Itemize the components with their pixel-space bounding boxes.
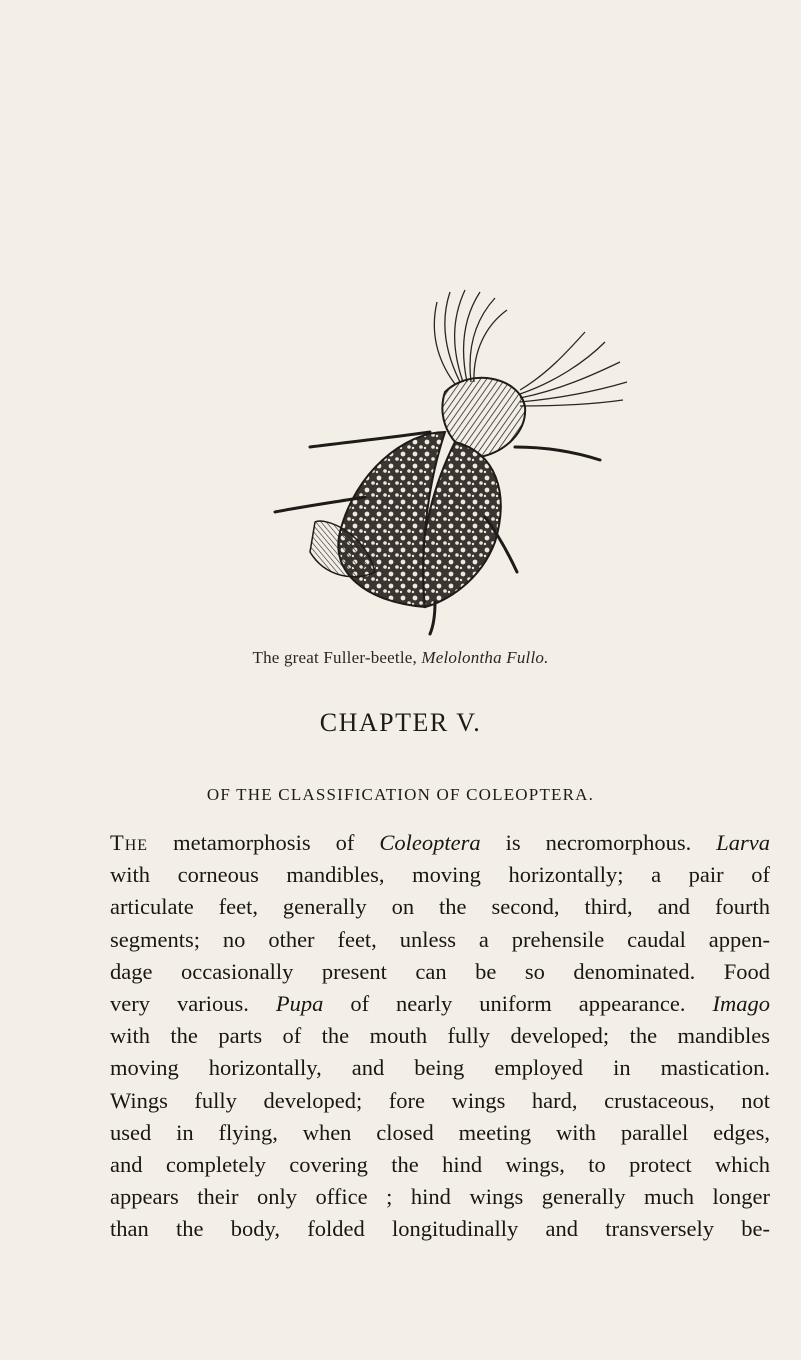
body-line-3: articulate feet, generally on the second, third, and fourth	[110, 894, 770, 920]
body-line-7: with the parts of the mouth fully developed; the mandibles	[110, 1023, 770, 1049]
body-line-5: dage occasionally present can be so denominated. Food	[110, 958, 770, 984]
body-line-1	[110, 827, 770, 859]
section-title: OF THE CLASSIFICATION OF COLEOPTERA.	[206, 785, 595, 804]
antenna-fan-right	[520, 332, 627, 406]
italic-term: Pupa	[275, 991, 324, 1017]
text-run: is necromorphous.	[480, 830, 717, 855]
caption-species: Melolontha Fullo.	[421, 648, 549, 667]
body-line-11: and completely covering the hind wings, to protect which	[110, 1152, 770, 1178]
text-run: very various.	[110, 991, 276, 1017]
italic-term: Larva	[716, 830, 770, 855]
beetle-illustration	[255, 282, 635, 637]
body-paragraph	[110, 827, 770, 1246]
text-run: metamorphosis of	[148, 830, 380, 855]
text-run: of nearly uniform appearance.	[323, 991, 713, 1017]
beetle-engraving	[255, 282, 635, 637]
italic-term: Imago	[712, 991, 770, 1017]
body-line-13: than the body, folded longitudinally and transversely be-	[110, 1216, 770, 1242]
caption-prefix: The great Fuller-beetle,	[252, 648, 422, 667]
body-line-9: Wings fully developed; fore wings hard, crustaceous, not	[110, 1087, 770, 1113]
body-line-2: with corneous mandibles, moving horizontally; a pair of	[110, 862, 770, 888]
body-line-4: segments; no other feet, unless a prehensile caudal appen-	[110, 926, 770, 952]
drop-word: The	[110, 830, 149, 855]
italic-term: Coleoptera	[379, 830, 481, 855]
antenna-fan-top	[434, 290, 507, 384]
body-line-6	[110, 988, 770, 1020]
body-line-8: moving horizontally, and being employed in mastication.	[110, 1055, 770, 1081]
body-line-12: appears their only office ; hind wings generally much longer	[110, 1184, 770, 1210]
figure-caption	[0, 648, 801, 668]
body-line-10: used in flying, when closed meeting with parallel edges,	[110, 1119, 770, 1145]
chapter-title: CHAPTER V.	[319, 708, 482, 737]
